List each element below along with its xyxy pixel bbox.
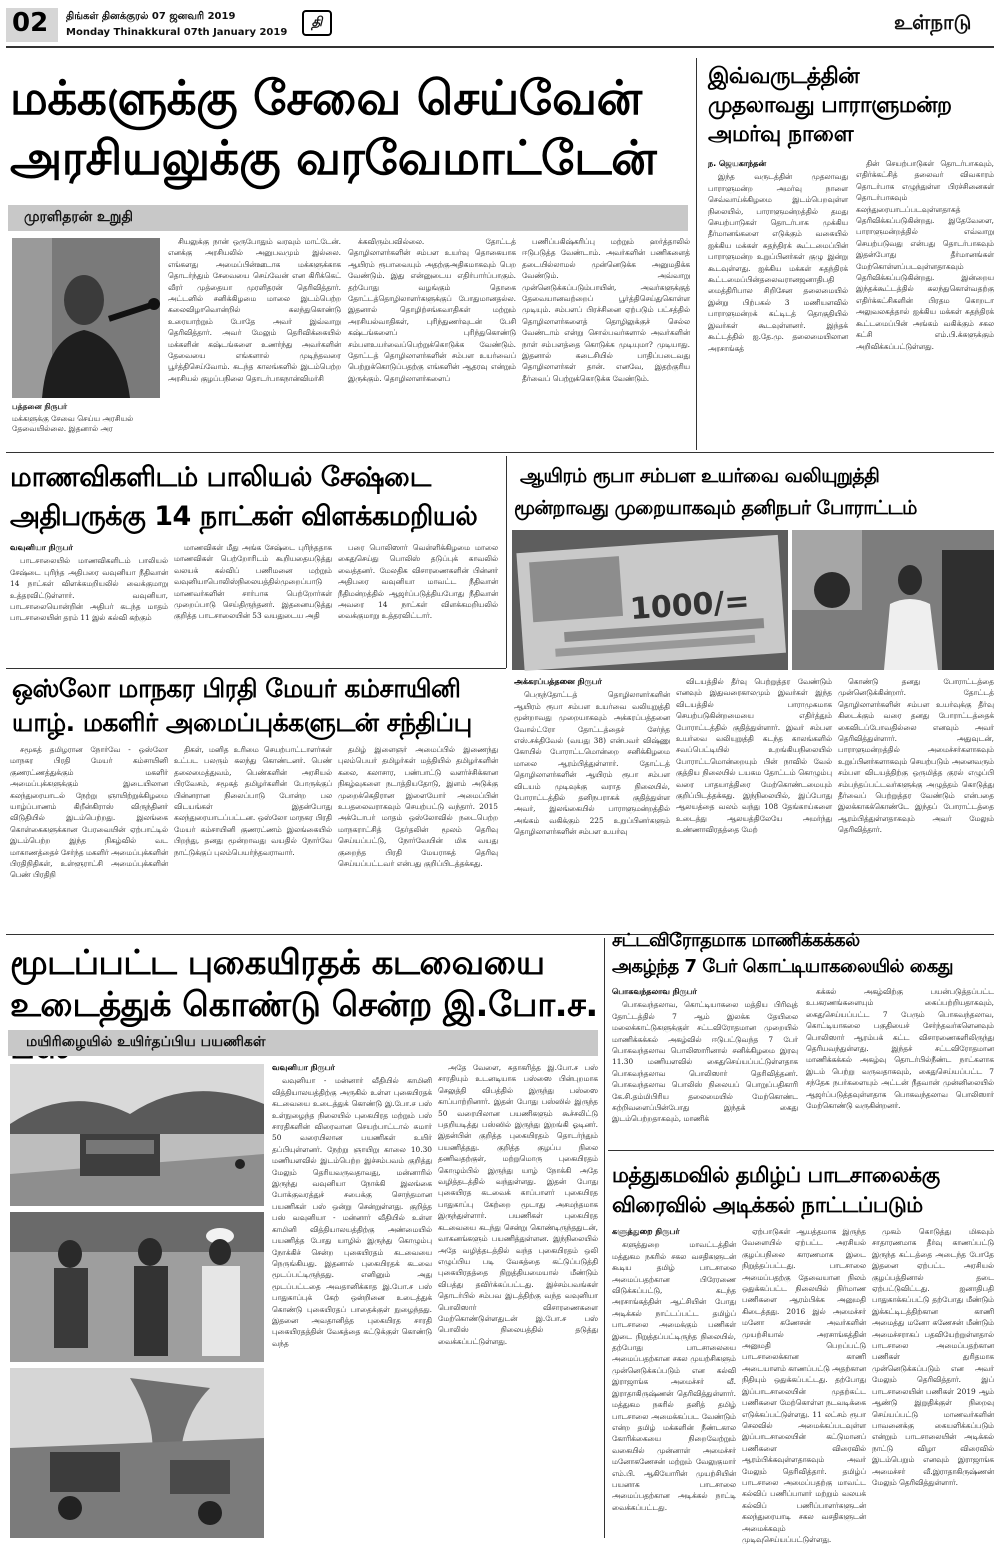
header-rule [6, 46, 994, 48]
story4-photo-banner [512, 530, 788, 670]
story2-headline-2: முதலாவது பாராளுமன்ற [708, 93, 952, 118]
story4-byline: அக்கரப்பத்தனை நிருபர் [514, 677, 602, 686]
story7-column-1 [612, 986, 798, 1146]
date-english: Monday Thinakkural 07th January 2019 [66, 27, 288, 38]
story1-caption: மக்களுக்கு சேவை செய்ய அரசியல் தேவையில்லை. இதனால் அர [12, 414, 134, 433]
story6-headline-1: மூடப்பட்ட புகையிரதக் கடவையை [10, 943, 545, 983]
story4-column-3 [838, 676, 994, 930]
story5-col3-text: தமிழ் இளைஞர் அமைப்பில் இணைந்து புலம்பெயர் தமிழர்கள் மத்தியில் தமிழர்களின் கலை, கலாசார, பண்பாட்டு வளர்ச்சிக்கான நிகழ்வுகளை நடாத்தியதோடு, இளம் அடுக்கு முறைக்கெதிரான இளையோர் அமைப்பின் உபதலைவராகவும் செயற்பட்டு வந்தார். 2015 அக்டோபர் மாதம் ஒஸ்லோவில் நடைபெற்ற மாநகராட்சித் தேர்தலின் மூலம் தெரிவு செய்யப்பட்டு, நோர்வேயின் மிக வயது குறைந்த பிரதி மேயராகத் தெரிவு செய்யப்பட்டவர் என்பது குறிப்பிடத்தக்கது. [338, 745, 498, 869]
story1-headline-2: அரசியலுக்கு வரவேமாட்டேன் [10, 131, 657, 186]
story6-subheadline: மயிரிழையில் உயிர்தப்பிய பயணிகள் [26, 1034, 266, 1050]
story1-column-3 [522, 236, 690, 432]
story4-headline-2: மூன்றாவது முறையாகவும் தனிநபர் போராட்டம் [514, 497, 917, 519]
story1-byline: பத்தனை நிருபர் [12, 402, 67, 411]
story3-column-2 [174, 542, 332, 662]
section-name: உள்நாடு [894, 10, 972, 34]
story4-headline-1: ஆயிரம் ரூபா சம்பள உயர்வை வலியுறுத்தி [520, 465, 880, 487]
column-rule-1 [696, 58, 697, 450]
story2-byline: ந. ஜெயகாந்தன் [708, 159, 767, 168]
story8-byline: களுத்துறை நிருபர் [612, 1227, 680, 1236]
story2-headline-1: இவ்வருடத்தின் [708, 64, 860, 89]
story5-column-1 [10, 744, 168, 930]
story2-col2-text: தின் செயற்பாடுகள் தொடர்பாகவும், எதிர்க்கட்சித் தலைவர் விவகாரம் தொடர்பாக எழுந்துள்ள பிரச்சினைகள் தொடர்பாகவும் கலந்துரையாடப்படவுள்ளதாகத் தெரிவிக்கப்படுகின்றது. இதேவேளை, பாராளுமன்றத்தில் எவ்வாறு செயற்படுவது என்பது தொடர்பாகவும் இதன்போது தீர்மானங்கள் மேற்கொள்ளப்படவுள்ளதாகவும் தெரிவிக்கப்படுகின்றது. இன்றைய இந்தக்கூட்டத்தில் கலந்துகொள்வதற்கு எதிர்க்கட்சிகளின் பிரதம கொறடா அலுவலகத்தால் ஐக்கிய மக்கள் சுதந்திரக் கூட்டமைப்பின் அங்கம் வகிக்கும் சகல கட்சி எம்.பி.க்களுக்கும் அறிவிக்கப்பட்டுள்ளது. [856, 159, 994, 351]
story6-photo-2 [10, 1212, 264, 1362]
row-rule-1 [6, 452, 994, 453]
police-officers-photo-icon [10, 1212, 264, 1362]
story8-col1-text: களுத்துறை மாவட்டத்தின் மத்துகம நகரில் சகல வசதிகளுடன் கூடிய தமிழ் பாடசாலை அமைப்பதற்கான பிரேரணை விடுக்கப்பட்டு, கடந்த அரசாங்கத்தின் ஆட்சியின் போது அடிக்கல் நாட்டப்பட்ட தமிழ்ப் பாடசாலை அமைக்கும் பணிகள் இடை நிறுத்தப்பட்டிருந்த நிலையில், தற்போது பாடசாலையை அமைப்பதற்கான சகல முயற்சிகளும் முன்னெடுக்கப்படும் என கல்வி இராஜாங்க அமைச்சர் வீ. இராதாகிருஷ்ணன் தெரிவித்துள்ளார். மத்துகம நகரில் தனித் தமிழ் பாடசாலை அமைக்கப்பட வேண்டும் என்ற தமிழ் மக்களின் நீண்டகால கோரிக்கையை நிறைவேற்றும் வகையில் முன்னாள் அமைச்சர் மனோகணேசன் மற்றும் வேலுகுமார் எம்.பி. ஆகியோரின் முயற்சியின் பயனாக பாடசாலை அமைப்பதற்கான அடிக்கல் நாட்டி வைக்கப்பட்டது. [612, 1240, 736, 1512]
story4-col3-text: கொண்டு தனது போராட்டத்தை முன்னெடுக்கின்றார். தோட்டத் தொழிலாளர்களின் சம்பள உயர்வுக்கு தீர்வு கிடைக்கும் வரை தனது போராட்டத்தைக் கைவிடப்போவதில்லை எனவும் அவர் தெரிவித்துள்ளார். அதுவுடன், பாராளுமன்றத்தில் அமைச்சர்களாகவும் உறுப்பினர்களாகவும் செயற்படும் அனைவரும் சம்பள விடயத்திற்கு ஒருமித்த குரல் எழுப்பி சம்பந்தப்பட்டவர்களுக்கு அழுத்தம் கொடுத்து தீர்வைப் பெற்றுத்தர வேண்டும் என்பதை இலக்காகக்கொண்டே இந்தப் போராட்டத்தை ஆரம்பித்துள்ளதாகவும் அவர் மேலும் தெரிவித்தார். [838, 677, 994, 835]
story6-col1-text: வவுனியா - மன்னார் வீதியில் காமினி வித்தியாலயத்திற்கு அருகில் உள்ள புகையிரதக் கடவையை உடைத்துக் கொண்டு இ.போ.ச பஸ் உள்நுழைந்த நிலையில் புகையிரத மற்றும் பஸ் சாரதிகளின் விரைவான செயற்பாட்டால் சுமார் 50 வரையிலான பயணிகள் உயிர் தப்பியுள்ளனர். நேற்று ஞாயிறு காலை 10.30 மணியளவில் இடம்பெற்ற இச்சம்பவம் குறித்து மேலும் தெரியவருவதாவது, மன்னாரில் இருந்து வவுனியா நோக்கி இலங்கை போக்குவரத்துச் சபைக்கு சொந்தமான பயணிகள் பஸ் ஒன்று சென்றுள்ளது. குறித்த பஸ் வவுனியா - மன்னார் வீதியில் உள்ள காமினி வித்தியாலயத்திற்கு அண்மையில் பயணித்த போது யாழில் இருந்து கொழும்பு நோக்கிச் சென்ற புகையிரதம் கடவையை நெருங்கியது. இதனால் புகையிரதக் கடவை மூடப்பட்டிருந்தது. எனினும் அது மூடப்பட்டதை அவதானிக்காத இ.போ.ச பஸ் பாதுகாப்புக் கேற் ஒன்றினை உடைத்துக் கொண்டு புகையிரதப் பாதைக்குள் நுழைந்தது. இதனை அவதானித்த புகையிரத சாரதி புகையிரதத்தின் வேகத்தை கட்டுக்குள் கொண்டு வந்த [272, 1076, 432, 1348]
story4-column-2 [676, 676, 832, 930]
row-rule-2 [6, 668, 506, 669]
story6-column-2 [438, 1062, 598, 1538]
story3-byline: வவுனியா நிருபர் [10, 543, 73, 552]
story1-col2-text: க்கவிரும்பவில்லை. தோட்டத் தொழிலாளர்களின் சம்பள உயர்வு தொகையாக ஆயிரம் ரூபாவையும் அதற்குஅதிகமாகவும் பெற வேண்டும். இது என்னுடைய எதிர்பார்ப்பாகும். தற்போது வழங்கும் தொகை தோட்டத்தொழிலாளர்களுக்குப் போதுமானதல்ல. இதனால் தொழிற்சங்கவாதிகள் மற்றும் அரசியல்வாதிகள், புரிந்துணர்வுடன் பேசி கஷ்டங்களைப் புரிந்துகொண்டு சம்பளஉயர்வைப்பெற்றுக்கொடுக்க வேண்டும். தோட்டத் தொழிலாளர்களின் சம்பள உயர்வைப் பெற்றுக்கொடுப்பதற்கு எங்களின் ஆதரவு என்றும் இருக்கும். தொழிலாளர்களைப் [348, 237, 516, 383]
story1-col1-text: சியலுக்கு நான் ஒருபோதும் வரவும் மாட்டேன். எனக்கு அரசியலில் அனுபவமும் இல்லை. எங்களது அமைப்பின்ஊடாக மக்களுக்காக தொடர்ந்தும் சேவையை செய்வேன் என கிரிக்கெட் வீரர் முத்தையா முரளிதரன் தெரிவித்தார். அட்டனில் சனிக்கிழமை மாலை இடம்பெற்ற கலைவிழாவொன்றில் கலந்துகொண்டு உரையாற்றும் போதே அவர் இவ்வாறு தெரிவித்தார். அவர் மேலும் தெரிவிக்கையில் மக்களின் கஷ்டங்களை உணர்ந்து அவர்களின் தேவையை எங்களால் முடிந்தவரை பூர்த்திசெய்வோம். கடந்த காலங்களில் இடம்பெற்ற அரசியல் குழப்பநிலை தொடர்பாகநான்விமர்சி [168, 237, 341, 383]
story4-photo-person [792, 530, 994, 670]
story5-headline-2: யாழ். மகளிர் அமைப்புக்களுடன் சந்திப்பு [12, 708, 472, 737]
story8-column-3 [872, 1226, 994, 1538]
story5-column-3 [338, 744, 498, 930]
story6-photo-3 [10, 1368, 264, 1538]
story4-col1-text: பெருந்தோட்டத் தொழிலாளர்களின் ஆயிரம் ரூபா சம்பள உயர்வை வலியுறுத்தி மூன்றாவது முறையாகவும் அக்கரப்பத்தனை வோல்ட்ரோ தோட்டத்தைச் சேர்ந்த எஸ்.சக்திவேல் (வயது 38) என்பவர் விஷ்ணு கோயில் போராட்டமொன்றை சனிக்கிழமை மாலை ஆரம்பித்துள்ளார். தோட்டத் தொழிலாளர்களின் ஆயிரம் ரூபா சம்பள விடயம் முடிவுக்கு வராத நிலையில், போராட்டத்தில் தனிநபராகக் குதித்துள்ள அவர், இலங்கையில் பாராளுமன்றத்தில் அங்கம் வகிக்கும் 225 உறுப்பினர்களும் தொழிலாளர்களின் சம்பள உயர்வு [514, 690, 670, 837]
railway-crossing-photo-icon [10, 1368, 264, 1538]
story8-headline-2: விரைவில் அடிக்கல் நாட்டப்படும் [612, 1193, 923, 1217]
story8-column-1 [612, 1226, 736, 1538]
newspaper-logo-icon: தி [302, 10, 332, 36]
story2-col1-text: இந்த வருடத்தின் முதலாவது பாராளுமன்ற அமர்வு நாளை செவ்வாய்க்கிழமை இடம்பெறவுள்ள நிலையில், பாராளுமன்றத்தில் தமது செயற்பாடுகள் தொடர்பாக முக்கிய தீர்மானங்களை எடுக்கும் வகையில் ஐக்கிய மக்கள் சுதந்திரக் கூட்டமைப்பின் பாராளுமன்ற உறுப்பினர்கள் குழு இன்று கூடவுள்ளது. ஐக்கிய மக்கள் சுதந்திரக் கூட்டமைப்பின்தலைவரானஜனாதிபதி மைத்திரிபால சிறிசேன தலைமையில் இன்று பிற்பகல் 3 மணியளவில் பாராளுமன்றக் கட்டிடத் தொகுதியில் இவர்கள் கூடவுள்ளனர். இந்தக் கூட்டத்தில் ஐ.தே.மு. தலைமையிலான அரசாங்கத் [708, 172, 848, 353]
speaker-photo-icon [12, 238, 160, 398]
story5-col2-text: திகள், மனித உரிமை செயற்பாட்டாளர்கள் உட்பட பலரும் கலந்து கொண்டனர். பெண் தலைமைத்துவம், பெண்களின் அரசியல் பிரவேசம், சமூகத் தமிழர்களின் போருக்குப் பின்னரான நிலைப்பாடு போன்ற பல விடயங்கள் இதன்போது கலந்துரையாடப்பட்டன. ஒஸ்லோ மாநகர பிரதி மேயர் கம்சாயினி குணரட்ணம் இலங்கையில் பிறந்து, தனது மூன்றாவது வயதில் நோர்வே நாட்டுக்குப் புலம்பெயர்ந்தவராவார். [174, 745, 332, 857]
story1-column-1 [168, 236, 341, 432]
banner-amount: 1000/= [628, 583, 751, 628]
story6-col2-text: அதே வேளை, சுதாகரித்த இ.போ.ச பஸ் சாரதியும் உடனடியாக பஸ்ஸை பின்புறமாக செலுத்தி விபத்தில் இருந்து பஸ்ஸை காப்பாற்றினார். இதன் போது பஸ்ஸில் இருந்த 50 வரையிலான பயணிகளும் கூச்சலிட்டு பதறியடித்து பஸ்ஸில் இருந்து இறங்கி ஓடினர். இதன்பின் குறித்த புகையிரதம் தொடர்ந்தும் பயணித்தது. குறித்த குழப்ப நிலை தணிவதற்குள், மற்றுமொரு புகையிரதம் கொழும்பில் இருந்து யாழ் நோக்கி அதே வழித்தடத்தில் வந்துள்ளது. இதன் போது புகையிரத கடவைக் காப்பாளர் புகையிரத பாதுகாப்பு கேற்றை மூடாது அசமந்தமாக இருந்துள்ளார். பயணிகள் புகையிரத கடவையை கடந்து சென்று கொண்டிருந்ததுடன், வாகனங்களும் பயணித்துள்ளன. இந்நிலையில் அதே வழித்தடத்தில் வந்த புகையிரதம் ஒலி எழுப்பிய படி வேகத்தை கட்டுப்படுத்தி புகையிரதத்தை நிறுத்தியமையால் மீண்டும் விபத்து தவிர்க்கப்பட்டது. இச்சம்பவங்கள் தொடர்பில் சம்பவ இடத்திற்கு வந்த வவுனியா பொலிஸார் விசாரணைகளை மேற்கொண்டுள்ளதுடன் இ.போ.ச பஸ் பொலிஸ் நிலையத்தில் தடுத்து வைக்கப்பட்டுள்ளது. [438, 1063, 598, 1346]
story2-headline-3: அமர்வு நாளை [708, 122, 854, 147]
story8-col3-text: முகம் கொடுத்து மிகவும் சாதாரணமாக தீர்வு காணப்பட்டு இருந்த கட்டத்தை அடைந்த போதே இதனை ஏற்பட்ட அரசியல் குழப்பத்தினால் தடை ஏற்பட்டுவிட்டது. ஐனாதிபதி பாதுகாக்கப்பட்டு தற்போது மீண்டும் இக்கட்டிடத்திற்கான காணி அமைத்து மனோ கணேசன் மீண்டும் அமைச்சராகப் பதவியேற்றுள்ளதால் பாடசாலை அமைப்பதற்கான பணிகள் துரிதமாக முன்னெடுக்கப்படும் என அவர் மேலும் தெரிவித்தார். இப் பாடசாலையின் பணிகள் 2019 ஆம் ஆண்டு இறுதிக்குள் நிறைவு செய்யப்பட்டு மாணவர்களின் பாவனைக்கு கையளிக்கப்படும் என்றும் பாடசாலையின் அடிக்கல் நாட்டு விழா விரைவில் இடம்பெறும் எனவும் இராஜாங்க அமைச்சர் வீ.இராதாகிருஷ்ணன் மேலும் தெரிவித்துள்ளார். [872, 1227, 994, 1487]
story3-col3-text: பரை பொலிஸார் வெள்ளிக்கிழமை மாலை கைதுசெய்து பொலிஸ் தடுப்புக் காவலில் வைத்தனர். மேலதிக விசாரணைகளின் பின்னர் அதிபரை வவுனியா மாவட்ட நீதிவான் நீதிமன்றத்தில் ஆஜர்ப்படுத்தியபோது நீதிவான் அவரை 14 நாட்கள் விளக்கமறியலில் வைக்குமாறு உத்தரவிட்டார். [338, 543, 498, 621]
story8-column-2 [742, 1226, 866, 1544]
story5-headline-1: ஒஸ்லோ மாநகர பிரதி மேயர் கம்சாயினி [12, 674, 461, 703]
story6-headline-2: உடைத்துக் கொண்டு சென்ற இ.போ.ச. [10, 985, 598, 1025]
story6-photo-1 [10, 1064, 264, 1206]
protester-photo-icon [792, 530, 994, 670]
story7-headline-2: அகழ்ந்த 7 பேர் கொட்டியாகலையில் கைது [612, 956, 953, 977]
row-rule-4 [608, 1150, 994, 1151]
story4-column-1 [514, 676, 670, 930]
story1-photo [12, 238, 160, 398]
story7-col1-text: பொகவந்தலாவ, கொட்டியாகலை மத்திய பிரிவுத் தோட்டத்தில் 7 ஆம் இலக்க தேயிலை மலைக்காட்டுகளுக்குள் சட்டவிரோதமான முறையில் மாணிக்கக்கல் அகழ்வில் ஈடுபட்டுவந்த 7 பேர் பொகவந்தலாவ பொலிஸாரினால் சனிக்கிழமை இரவு 11.30 மணியளவில் கைதுசெய்யப்பட்டுள்ளதாக பொகவந்தலாவ பொலிஸார் தெரிவித்தனர். பொகவந்தலாவ பொலிஸ் நிலையப் பொறுப்பதிகாரி கே.சி.தம்மிபிரிய தலைமையில் மேற்கொண்ட சுற்றிவளைப்பின்போது இந்தக் கைது இடம்பெற்றதாகவும், மாணிக் [612, 1000, 798, 1124]
column-rule-2 [506, 456, 507, 668]
story1-column-2 [348, 236, 516, 432]
story4-col2-text: விடயத்தில் தீர்வு பெற்றுத்தர வேண்டும் எனவும் இதுவரைகாலமும் இவர்கள் இந்த விடயத்தில் பாராமுகமாக செயற்படுகின்றமையை எதிர்த்தும் போராட்டத்தில் குதித்துள்ளார். இவர் சம்பள உயர்வை வலியுறுத்தி கடந்த காலங்களில் சவப்பெட்டியில் உறங்கியநிலையில் போராட்டமொன்றையும் பின் நாவில் வேல் குத்திய நிலையில் டயகம தோட்டம் கொழும்பு வரை பாதயாத்திரை மேற்கொண்டமையும் குறிப்பிடத்தக்கது. இந்நிலையில், இப்போது ஆலயத்தை வலம் வந்து 108 தேங்காய்களை உடைத்து ஆலயத்திலேயே அமர்ந்து உண்ணாவிரதத்தை மேற் [676, 677, 832, 835]
story8-col2-text: ஏற்பாடுகள் ஆயத்தமாக இருந்த வேளையில் ஏற்பட்ட அரசியல் குழப்பநிலை காரணமாக இடை நிறுத்தப்பட்டது. பாடசாலை அமைப்பதற்கு தேவையான நிலம் ஒதுக்கப்பட்ட நிலையில் நிர்மாண பணிகளை ஆரம்பிக்க அனுமதி கிடைத்தது. 2016 இல் அமைச்சர் மனோ கணேசன் அவர்களின் முயற்சியால் அரசாங்கத்தின் அனுமதி பெறப்பட்டு பாடசாலைக்கான காணி அடையாளம் காணப்பட்டு அதற்கான நிதியும் ஒதுக்கப்பட்டது. தற்போது இப்பாடசாலையின் முதற்கட்ட பணிகளை மேற்கொள்ள நடவடிக்கை எடுக்கப்பட்டுள்ளது. 11 லட்சம் ரூபா செலவில் அமைக்கப்படவுள்ள இப்பாடசாலையின் கட்டுமானப் பணிகளை விரைவில் ஆரம்பிக்கவுள்ளதாகவும் அவர் மேலும் தெரிவித்தார். தமிழ்ப் பாடசாலை அமைப்பதற்கு மாவட்ட கல்விப் பணிப்பாளர் மற்றும் வலயக் கல்விப் பணிப்பாளர்களுடன் கலந்துரையாடி சகல வசதிகளுடன் அமைக்கவும் முடிவுசெய்யப்பட்டுள்ளது. [742, 1227, 866, 1544]
story1-subheadline: முரளிதரன் உறுதி [24, 209, 133, 225]
date-tamil: திங்கள் தினக்குரல் 07 ஜனவரி 2019 [66, 11, 236, 22]
story3-col1-text: பாடசாலையில் மாணவிகளிடம் பாலியல் சேஷ்டை புரிந்த அதிபரை வவுனியா நீதிவான் 14 நாட்கள் விளக்கமறியலில் வைக்குமாறு உத்தரவிட்டுள்ளார். வவுனியா, பாடசாலையொன்றின் அதிபர் கடந்த மாதம் பாடசாலையின் தரம் 11 இல் கல்வி கற்கும் [10, 556, 168, 623]
story6-column-1 [272, 1062, 432, 1538]
story3-headline-1: மாணவிகளிடம் பாலியல் சேஷ்டை [10, 462, 431, 493]
story7-column-2 [806, 986, 994, 1146]
story1-col3-text: பணிப்பகிஷ்கரிப்பு மற்றும் ஹர்த்தாலில் ஈடுபடுத்த வேண்டாம். அவர்களின் பணிகளைத் தடையில்லாமல் முன்னெடுக்க அனுமதிக்க வேண்டும். அவ்வாறு முன்னெடுக்கப்படும்பாயின், அவர்களுக்குத் தேவையானவற்றைப் பூர்த்திசெய்துகொள்ள முடியும். சம்பளப் பிரச்சினை ஏற்படும் பட்சத்தில் தொழிலாளர்களைத் தொழிலுக்குச் செல்ல வேண்டாம் என்று சொல்பவர்களால் அவர்களின் நாள் சம்பளத்தை கொடுக்க முடியுமா? முடியாது. இதனால் கடைசியில் பாதிப்படைவது தொழிலாளர்கள் தான். எனவே, இதற்குரிய தீர்வைப் பெற்றுக்கொடுக்க வேண்டும். [522, 237, 690, 383]
story3-column-3 [338, 542, 498, 662]
story5-col1-text: சமூகத் தமிழரான நோர்வே - ஒஸ்லோ மாநகர பிரதி மேயர் கம்சாயினி குணரட்ணத்துக்கும் மகளிர் அமைப்புக்களுக்கும் இடையிலான கலந்துரையாடல் நேற்று ஞாயிற்றுக்கிழமை யாழ்ப்பாணம் கிறீன்கிராஸ் விருந்தினர் விடுதியில் இடம்பெற்றது. இலங்கை கொள்கைகளுக்கான பேரவையின் ஏற்பாட்டில் இடம்பெற்ற இந்த நிகழ்வில் வட மாகாணத்தைச் சேர்ந்த மகளிர் அமைப்புக்களின் பிரதிநிதிகள், உள்ளூராட்சி அமைப்புக்களின் பெண் பிரதிநி [10, 745, 168, 880]
story2-column-2 [856, 158, 994, 440]
story8-headline-1: மத்துகமவில் தமிழ்ப் பாடசாலைக்கு [612, 1163, 940, 1187]
story2-column-1 [708, 158, 848, 440]
bus-road-photo-icon [10, 1064, 264, 1206]
story7-byline: பொகவந்தலாவ நிருபர் [612, 987, 697, 996]
column-rule-3 [604, 938, 605, 1538]
story6-byline: வவுனியா நிருபர் [272, 1063, 335, 1072]
page-number: 02 [12, 8, 49, 38]
story5-column-2 [174, 744, 332, 930]
story7-headline-1: சட்டவிரோதமாக மாணிக்கக்கல் [612, 930, 860, 951]
story3-col2-text: மாணவிகள் மீது அங்க சேஷ்டை புரிந்ததாக மாணவிகள் பெற்றோரிடம் கூறியதையடுத்து வலயக் கல்விப் பணிமனை மற்றும் வவுனியாபொலிஸ்நிலையத்தில்முறைப்பாடு மாணவர்களின் சார்பாக பெற்றோர்கள் முறைப்பாடு செய்திருந்தனர். இதனையடுத்து குறித்த பாடசாலையின் 53 வயதுடைய அதி [174, 543, 332, 621]
story7-col2-text: கக்கல் அகழ்விற்கு பயன்படுத்தப்பட்ட உபகரணங்களையும் கைப்பற்றியதாகவும், கைதுசெய்யப்பட்ட 7 பேரும் பொகவந்தலாவ, கொட்டியாகலை பகுதியைச் சேர்ந்தவர்களெனவும் பொலிஸார் ஆரம்பக் கட்ட விசாரணைகளிலிருந்து தெரியவந்துள்ளது. இந்தச் சட்டவிரோதமான மாணிக்கக்கல் அகழ்வு தொடர்பில்நீண்ட நாட்களாக இடம் பெற்று வருவதாகவும், கைதுசெய்யப்பட்ட 7 சந்தேக நபர்களையும் அட்டன் நீதவான் முன்னிலையில் ஆஜர்ப்படுத்தவுள்ளதாக பொகவந்தலாவ பொலிஸார் மேற்கொண்டு வருகின்றனர். [806, 987, 994, 1111]
story1-headline-1: மக்களுக்கு சேவை செய்வேன் [10, 71, 642, 126]
story3-headline-2: அதிபருக்கு 14 நாட்கள் விளக்கமறியல் [10, 501, 478, 532]
story3-column-1 [10, 542, 168, 662]
